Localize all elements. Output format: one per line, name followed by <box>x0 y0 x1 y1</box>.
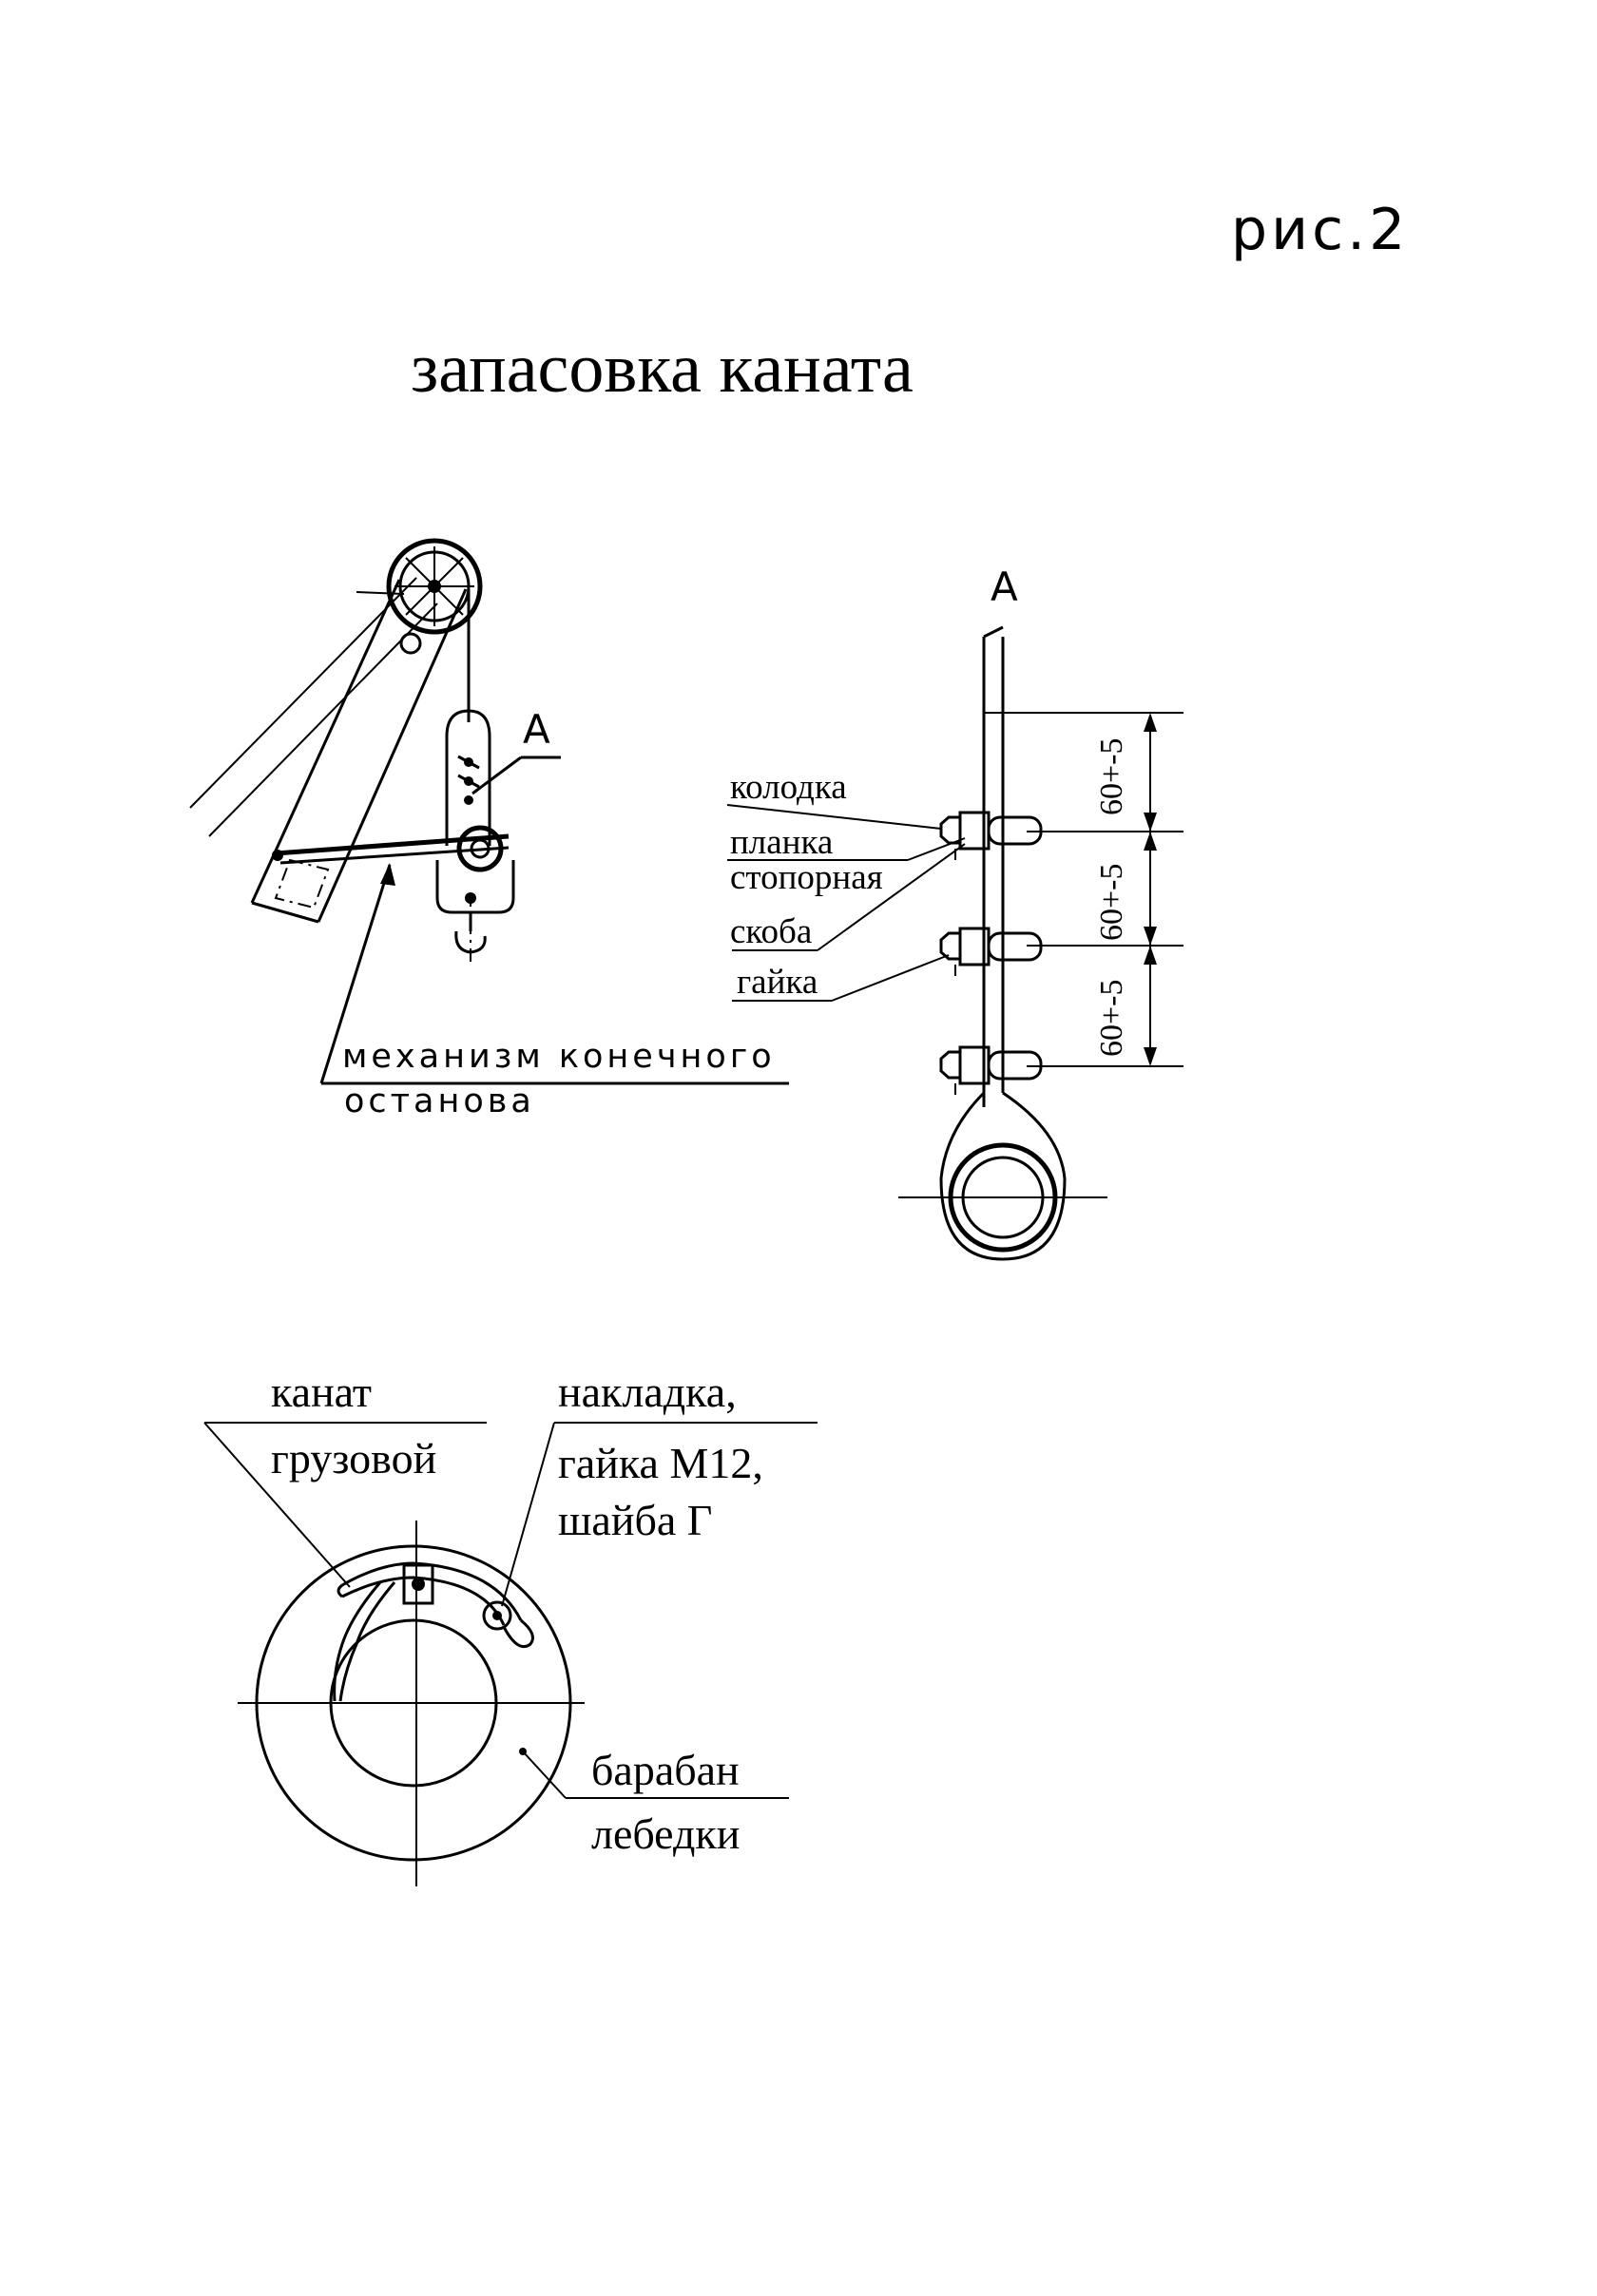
label-planka-line1: планка <box>730 823 834 862</box>
page-title: запасовка каната <box>411 330 914 408</box>
dimension-2: 60+-5 <box>1094 863 1129 941</box>
view-a-marker-top: А <box>991 564 1022 610</box>
label-mechanism-line1: механизм конечного <box>342 1038 776 1076</box>
view-a-leader <box>472 757 521 794</box>
label-nakladka-line3: шайба Г <box>558 1496 713 1544</box>
label-skoba: скоба <box>730 912 813 951</box>
dimension-3: 60+-5 <box>1094 979 1129 1057</box>
label-baraban-line1: барабан <box>591 1746 740 1794</box>
rope-clamp <box>941 1047 1041 1095</box>
boom-assembly <box>190 541 789 1083</box>
view-a-marker-left: А <box>523 706 554 753</box>
label-mechanism-line2: останова <box>344 1082 535 1120</box>
label-kolodka: колодка <box>730 768 847 807</box>
label-kanat-line1: канат <box>271 1368 373 1416</box>
label-kanat-line2: грузовой <box>271 1434 437 1483</box>
figure-number: рис.2 <box>1231 197 1410 263</box>
dimension-1: 60+-5 <box>1094 737 1129 815</box>
label-planka-line2: стопорная <box>730 858 883 897</box>
rope-clamp <box>941 928 1041 976</box>
label-gaika: гайка <box>737 963 818 1002</box>
label-baraban-line2: лебедки <box>591 1809 741 1858</box>
label-nakladka-line1: накладка, <box>558 1368 737 1416</box>
label-nakladka-line2: гайка М12, <box>558 1439 763 1487</box>
rope-clamp <box>941 813 1041 860</box>
